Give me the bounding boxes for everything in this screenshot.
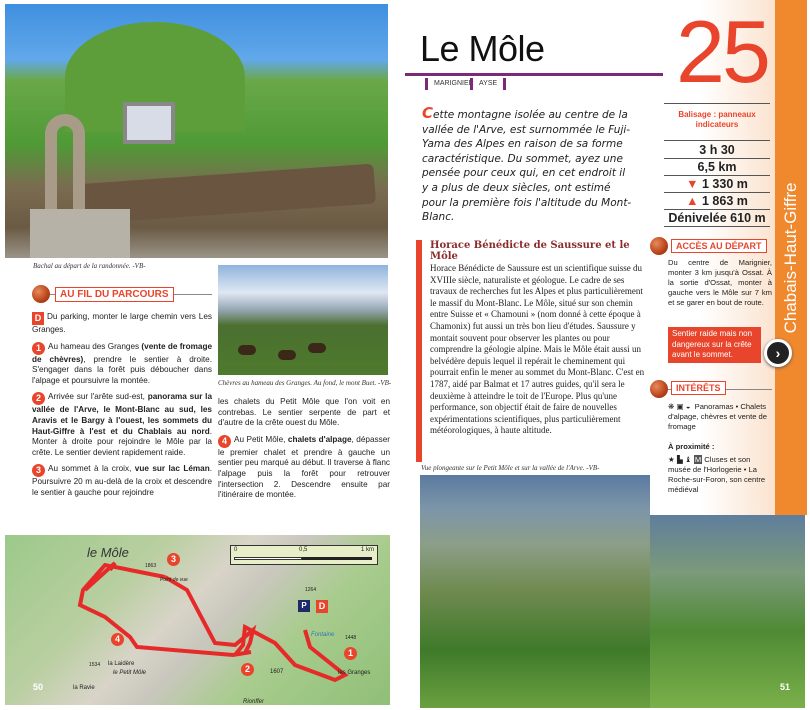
cheese-icon: ◒ <box>685 402 691 411</box>
route-map <box>5 535 390 705</box>
interets-text: ❋ ▣ ◒ Panoramas • Chalets d'alpage, chèvres et vente de fromage <box>668 402 767 431</box>
map-marker-2: 2 <box>241 663 254 676</box>
box-text: Horace Bénédicte de Saussure est un scientifique suisse du XVIIIe siècle, naturaliste et géologue. Le cadre de ses travaux de recherches fut les Alpes et plus particulièrement le massif du Mont-Blanc. Le Môle, situé sur son chemin entre Suisse et « Chamouni » (nom donné à cette époque à Chamonix) fut aussi un très bon lieu d'études. Saussure y montait souvent pour observer les plantes ou pour comprendre la géologie alpine. Mais le Môle était aussi un belvédère depuis lequel il repérait le cheminement qui pourrait enfin le mener au sommet du Mont-Blanc. C'est en 1787, aidé par Balmat et 17 autres guides, qu'il sera le deuxième à atteindre le toit de l'Europe. Plus qu'une performance, son objectif était de faire de nouvelles expérimentations scientifiques, plus particulièrement météorologiques, à haute altitude. <box>430 263 645 436</box>
section-ball-icon <box>32 285 50 303</box>
access-text: Du centre de Marignier, monter 3 km jusqu'à Ossat. À la sortie d'Ossat, monter à gauche vers le Môle sur 7 km et se garer en bout de route. <box>668 258 772 307</box>
intro-text: Cette montagne isolée au centre de la vallée de l'Arve, est surnommée le Fuji-Yama des Alpes en raison de sa forme caractéristique. Du sommet, ayez une pensée pour ceux qui, en cet endroit il y a plus de deux siècles, ont estimé pour la première fois l'altitude du Mont-Blanc. <box>422 104 632 224</box>
chalet-icon: ▣ <box>676 402 684 411</box>
proximite-title: À proximité : <box>668 442 715 451</box>
section-title-acces: ACCÈS AU DÉPART <box>671 239 767 253</box>
map-marker-1: 1 <box>344 647 357 660</box>
commune-tag: AYSE <box>470 78 506 90</box>
map-marker-3: 3 <box>167 553 180 566</box>
photo-caption: Bachal au départ de la randonnée. -VB- <box>33 262 146 270</box>
box-title: Horace Bénédicte de Saussure et le Môle <box>430 240 630 262</box>
page-number-right: 51 <box>780 682 791 692</box>
section-ball-icon <box>650 380 668 398</box>
map-altitude: 1448 <box>345 635 357 641</box>
museum-icon: M <box>694 455 702 464</box>
next-page-button[interactable]: › <box>764 339 792 367</box>
factory-icon: ▙ <box>676 455 683 464</box>
route-steps-continued <box>218 397 390 507</box>
map-marker-start: D <box>316 600 328 613</box>
map-label: Point de vue <box>160 577 188 583</box>
region-label: Chabais-Haut-Giffre <box>781 182 800 333</box>
section-title-parcours: AU FIL DU PARCOURS <box>55 287 174 302</box>
triangle-up-icon: ▲ <box>686 194 699 208</box>
map-altitude: 1607 <box>270 669 284 675</box>
route-line <box>85 563 115 590</box>
fountain-photo <box>5 4 388 258</box>
map-scale: 0 0,5 1 km <box>230 545 378 565</box>
photo-caption: Vue plongeante sur le Petit Môle et sur la vallée de l'Arve. -VB- <box>421 464 600 472</box>
star-icon: ★ <box>668 455 675 464</box>
route-number: 25 <box>676 2 768 101</box>
section-ball-icon <box>650 237 668 255</box>
monument-icon: ♝ <box>684 455 692 464</box>
map-label: les Granges <box>338 670 371 676</box>
altitude-max: ▲ 1 863 m <box>664 193 770 210</box>
denivele: Dénivelée 610 m <box>664 210 770 227</box>
region-band <box>775 0 807 515</box>
balisage: Balisage : panneaux indicateurs <box>678 110 756 129</box>
commune-tag: MARIGNIER <box>425 78 474 90</box>
map-label: la Ravie <box>73 685 95 691</box>
photo-caption: Chèvres au hameau des Granges. Au fond, le mont Buet. -VB- <box>218 379 392 387</box>
page-number-left: 50 <box>33 682 44 692</box>
map-altitude: 1534 <box>89 662 101 668</box>
step-3: 3 Au sommet à la croix, vue sur lac Léman. Poursuivre 20 m au-delà de la croix et descendre le sentier à gauche pour rejoindre <box>32 464 212 497</box>
map-marker-4: 4 <box>111 633 124 646</box>
valley-photo-right <box>650 515 805 708</box>
section-title-interets: INTÉRÊTS <box>671 381 726 395</box>
step-3-continued: les chalets du Petit Môle que l'on voit en contrebas. Le sentier serpente de part et d'autre de la crête ouest du Môle. <box>218 397 390 428</box>
route-steps <box>32 312 212 505</box>
map-altitude: 1264 <box>305 587 317 593</box>
altitude-min: ▼ 1 330 m <box>664 176 770 193</box>
map-label: Fontaine <box>311 632 335 638</box>
map-label: le Petit Môle <box>113 670 147 676</box>
step-1: 1 Au hameau des Granges (vente de fromage de chèvres), prendre le sentier à droite. S'engager dans la forêt puis déboucher dans l'alpage et poursuivre la montée. <box>32 341 213 385</box>
parking-icon: P <box>298 600 310 612</box>
duration: 3 h 30 <box>664 142 770 159</box>
step-2: 2 Arrivée sur l'arête sud-est, panorama sur la vallée de l'Arve, le Mont-Blanc au sud, les Aravis et le Bargy à l'ouest, les sommets du Haut-Giffre à l'est et du Chablais au nord. Monter à droite pour rejoindre le Môle par la crête. Le sentier devient rapidement raide. <box>32 392 213 457</box>
step-4: 4 Au Petit Môle, chalets d'alpage, dépasser le premier chalet et prendre à gauche un sentier peu marqué au début. Il traverse à flanc l'alpage puis la forêt pour retrouver l'intersection 2. Descendre ensuite par l'itinéraire de montée. <box>218 434 390 500</box>
map-label: Rionffer <box>243 699 265 705</box>
distance: 6,5 km <box>664 159 770 176</box>
page-title: Le Môle <box>420 28 545 69</box>
valley-photo <box>420 475 650 708</box>
map-label: la Laidère <box>108 661 135 667</box>
saussure-box <box>416 240 650 462</box>
warning-box: Sentier raide mais non dangereux sur la crête avant le sommet. <box>668 327 761 363</box>
triangle-down-icon: ▼ <box>686 177 699 191</box>
title-rule <box>405 73 663 76</box>
proximite-text: ★ ▙ ♝ M Cluses et son musée de l'Horlogerie • La Roche-sur-Foron, son centre médiéval <box>668 455 766 494</box>
map-altitude: 1863 <box>145 563 157 569</box>
map-label: le Môle <box>87 545 129 560</box>
panorama-icon: ❋ <box>668 402 675 411</box>
step-d: D Du parking, monter le large chemin vers Les Granges. <box>32 312 212 334</box>
goats-photo <box>218 265 388 375</box>
